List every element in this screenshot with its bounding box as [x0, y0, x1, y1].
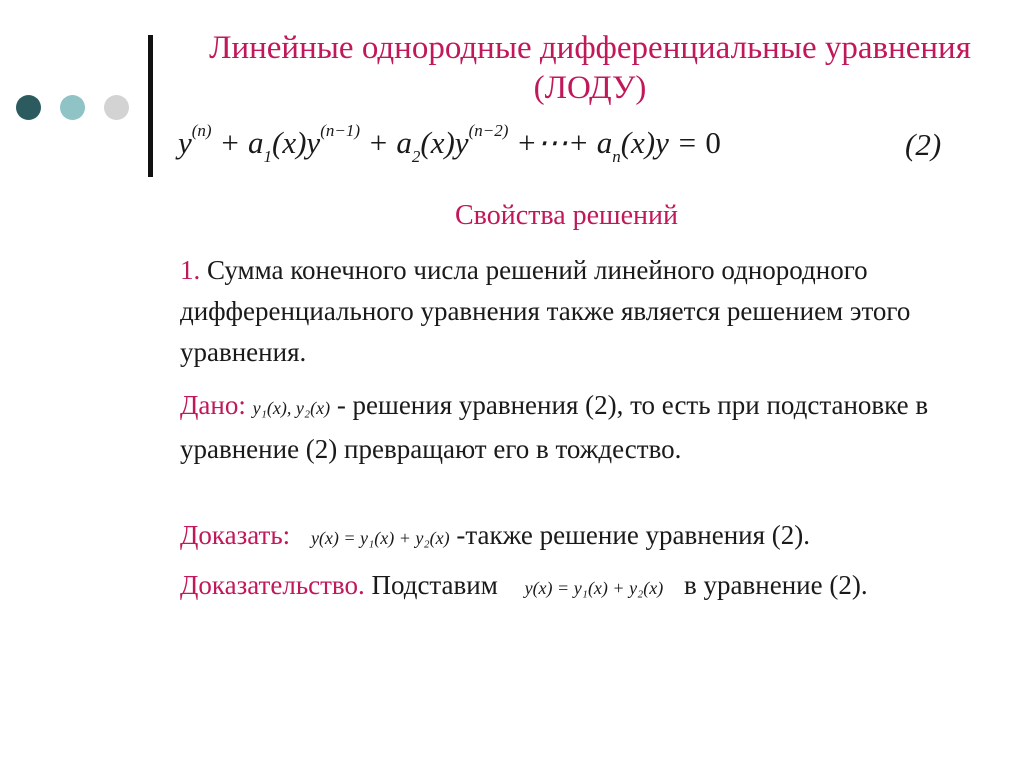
proof-text-2: в уравнение (2). — [684, 570, 868, 600]
prove-text: -также решение уравнения (2). — [456, 520, 811, 550]
property-1 — [180, 250, 1010, 373]
slide-title: Линейные однородные дифференциальные уравнения (ЛОДУ) — [209, 30, 971, 106]
given-formula: y₁(x), y₂(x) — [252, 398, 331, 418]
proof-paragraph — [180, 565, 1010, 609]
given-text: - решения уравнения (2), то есть при подстановке в уравнение (2) превращают его в тождество. — [180, 390, 929, 464]
given-label: Дано: — [180, 390, 246, 420]
prove-label: Доказать: — [180, 520, 291, 550]
given-paragraph — [180, 385, 1010, 470]
proof-formula: y(x) = y₁(x) + y₂(x) — [524, 578, 664, 598]
prove-paragraph — [180, 515, 1010, 559]
property-number: 1. — [180, 255, 201, 285]
decor-vertical-bar — [148, 35, 153, 177]
decor-dot-dark — [16, 95, 41, 120]
proof-label: Доказательство. — [180, 570, 365, 600]
prove-formula: y(x) = y₁(x) + y₂(x) — [310, 528, 450, 548]
equation-number: (2) — [905, 127, 942, 162]
property-1-text: Сумма конечного числа решений линейного однородного дифференциального уравнения также является решением этого уравнения. — [180, 255, 911, 367]
decor-dot-grey — [104, 95, 129, 120]
decor-dot-teal — [60, 95, 85, 120]
section-subtitle: Свойства решений — [455, 200, 679, 231]
proof-text-1: Подставим — [371, 570, 498, 600]
main-equation: $y^{(n)} + a_1(x)y^{(n-1)} + a_2(x)y^{(n-2)}$ +⋯+ $a_n(x)y = 0$ — [178, 121, 721, 166]
